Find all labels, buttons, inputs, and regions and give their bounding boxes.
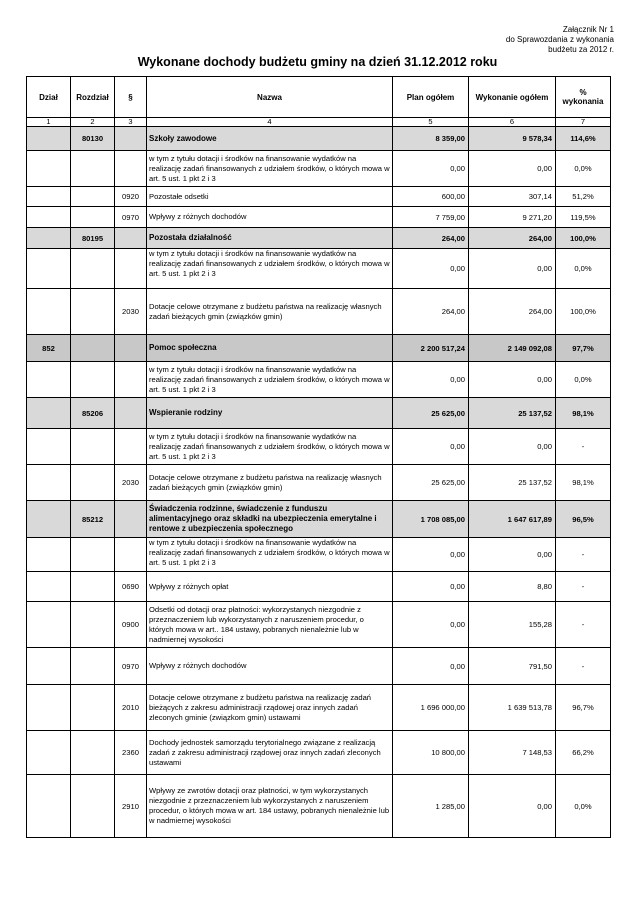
- cell-procent: 0,0%: [556, 151, 611, 187]
- cell-rozdzial: [71, 648, 115, 685]
- cell-paragraf: 2360: [115, 731, 147, 775]
- cell-paragraf: 0970: [115, 648, 147, 685]
- cell-dzial: [27, 648, 71, 685]
- cell-rozdzial: [71, 187, 115, 207]
- cell-wykonanie: 1 639 513,78: [469, 685, 556, 731]
- column-number: 4: [147, 118, 393, 127]
- header-nazwa: Nazwa: [147, 77, 393, 118]
- cell-nazwa: Dochody jednostek samorządu terytorialnego związane z realizacją zadań z zakresu administracji rządowej oraz innych zadań zleconych ustawami: [147, 731, 393, 775]
- table-row: [27, 228, 611, 249]
- cell-rozdzial: [71, 465, 115, 501]
- cell-wykonanie: 1 647 617,89: [469, 501, 556, 538]
- cell-rozdzial: [71, 429, 115, 465]
- cell-paragraf: [115, 335, 147, 362]
- cell-plan: 7 759,00: [393, 207, 469, 228]
- cell-paragraf: [115, 151, 147, 187]
- cell-rozdzial: 85212: [71, 501, 115, 538]
- cell-rozdzial: [71, 731, 115, 775]
- cell-plan: 25 625,00: [393, 398, 469, 429]
- table-row: [27, 207, 611, 228]
- cell-dzial: [27, 362, 71, 398]
- cell-nazwa: Pozostała działalność: [147, 228, 393, 249]
- table-row: [27, 398, 611, 429]
- cell-paragraf: [115, 127, 147, 151]
- cell-rozdzial: [71, 335, 115, 362]
- cell-procent: 96,7%: [556, 685, 611, 731]
- cell-wykonanie: 0,00: [469, 249, 556, 289]
- cell-plan: 0,00: [393, 602, 469, 648]
- cell-paragraf: [115, 398, 147, 429]
- cell-paragraf: 2910: [115, 775, 147, 838]
- cell-procent: 119,5%: [556, 207, 611, 228]
- cell-wykonanie: 0,00: [469, 775, 556, 838]
- cell-procent: 97,7%: [556, 335, 611, 362]
- cell-procent: 0,0%: [556, 362, 611, 398]
- cell-procent: 96,5%: [556, 501, 611, 538]
- cell-paragraf: [115, 501, 147, 538]
- cell-procent: 0,0%: [556, 249, 611, 289]
- cell-wykonanie: 791,50: [469, 648, 556, 685]
- cell-nazwa: Świadczenia rodzinne, świadczenie z funduszu alimentacyjnego oraz składki na ubezpieczenia emerytalne i rentowe z ubezpieczenia społecznego: [147, 501, 393, 538]
- table-row: [27, 151, 611, 187]
- cell-nazwa: Dotacje celowe otrzymane z budżetu państwa na realizację zadań bieżących z zakresu administracji rządowej oraz innych zadań zleconych gminie (związkom gmin) ustawami: [147, 685, 393, 731]
- cell-wykonanie: 0,00: [469, 151, 556, 187]
- cell-rozdzial: 80130: [71, 127, 115, 151]
- table-row: [27, 572, 611, 602]
- cell-wykonanie: 9 578,34: [469, 127, 556, 151]
- cell-nazwa: w tym z tytułu dotacji i środków na finansowanie wydatków na realizację zadań finansowanych z udziałem środków, o których mowa w art. 5 ust. 1 pkt 2 i 3: [147, 362, 393, 398]
- header-wykonanie: Wykonanie ogółem: [469, 77, 556, 118]
- page-title: Wykonane dochody budżetu gminy na dzień 31.12.2012 roku: [137, 55, 498, 69]
- cell-paragraf: [115, 249, 147, 289]
- cell-wykonanie: 2 149 092,08: [469, 335, 556, 362]
- cell-plan: 0,00: [393, 538, 469, 572]
- cell-plan: 8 359,00: [393, 127, 469, 151]
- cell-dzial: [27, 602, 71, 648]
- cell-plan: 264,00: [393, 228, 469, 249]
- column-number: 1: [27, 118, 71, 127]
- cell-wykonanie: 25 137,52: [469, 398, 556, 429]
- cell-paragraf: 2010: [115, 685, 147, 731]
- cell-paragraf: 0970: [115, 207, 147, 228]
- cell-wykonanie: 0,00: [469, 538, 556, 572]
- cell-wykonanie: 155,28: [469, 602, 556, 648]
- cell-dzial: [27, 685, 71, 731]
- cell-dzial: [27, 398, 71, 429]
- header-row: [27, 77, 611, 118]
- table-row: [27, 685, 611, 731]
- table-row: [27, 187, 611, 207]
- cell-rozdzial: 85206: [71, 398, 115, 429]
- cell-plan: 1 696 000,00: [393, 685, 469, 731]
- cell-procent: 100,0%: [556, 228, 611, 249]
- cell-dzial: [27, 465, 71, 501]
- cell-plan: 1 285,00: [393, 775, 469, 838]
- cell-paragraf: [115, 429, 147, 465]
- cell-procent: -: [556, 572, 611, 602]
- table-row: [27, 289, 611, 335]
- cell-paragraf: 2030: [115, 289, 147, 335]
- cell-nazwa: w tym z tytułu dotacji i środków na finansowanie wydatków na realizację zadań finansowanych z udziałem środków, o których mowa w art. 5 ust. 1 pkt 2 i 3: [147, 249, 393, 289]
- cell-nazwa: Odsetki od dotacji oraz płatności: wykorzystanych niezgodnie z przeznaczeniem lub wykorzystanych z naruszeniem procedur, o których mowa w art.. 184 ustawy, pobranych nienależnie lub w nadmiernej wysokości: [147, 602, 393, 648]
- table-row: [27, 602, 611, 648]
- cell-nazwa: Pomoc społeczna: [147, 335, 393, 362]
- cell-nazwa: Wpływy z różnych dochodów: [147, 648, 393, 685]
- cell-wykonanie: 0,00: [469, 429, 556, 465]
- cell-nazwa: w tym z tytułu dotacji i środków na finansowanie wydatków na realizację zadań finansowanych z udziałem środków, o których mowa w art. 5 ust. 1 pkt 2 i 3: [147, 538, 393, 572]
- table-row: [27, 249, 611, 289]
- cell-rozdzial: [71, 775, 115, 838]
- cell-dzial: [27, 228, 71, 249]
- cell-wykonanie: 9 271,20: [469, 207, 556, 228]
- cell-dzial: [27, 151, 71, 187]
- column-number-row: [27, 118, 611, 127]
- cell-dzial: [27, 249, 71, 289]
- cell-procent: 0,0%: [556, 775, 611, 838]
- revenue-table: [26, 76, 611, 838]
- table-row: [27, 127, 611, 151]
- column-number: 5: [393, 118, 469, 127]
- cell-plan: 10 800,00: [393, 731, 469, 775]
- cell-paragraf: [115, 362, 147, 398]
- cell-plan: 0,00: [393, 151, 469, 187]
- column-number: 7: [556, 118, 611, 127]
- cell-procent: 98,1%: [556, 465, 611, 501]
- table-row: [27, 501, 611, 538]
- cell-procent: 98,1%: [556, 398, 611, 429]
- cell-plan: 264,00: [393, 289, 469, 335]
- cell-dzial: [27, 775, 71, 838]
- cell-wykonanie: 264,00: [469, 289, 556, 335]
- cell-plan: 600,00: [393, 187, 469, 207]
- cell-rozdzial: [71, 685, 115, 731]
- cell-nazwa: Dotacje celowe otrzymane z budżetu państwa na realizację własnych zadań bieżących gmin (związków gmin): [147, 465, 393, 501]
- cell-dzial: [27, 289, 71, 335]
- cell-procent: 114,6%: [556, 127, 611, 151]
- cell-dzial: [27, 187, 71, 207]
- table-row: [27, 335, 611, 362]
- cell-dzial: [27, 538, 71, 572]
- cell-plan: 0,00: [393, 648, 469, 685]
- cell-procent: -: [556, 538, 611, 572]
- cell-rozdzial: [71, 289, 115, 335]
- cell-rozdzial: [71, 602, 115, 648]
- cell-dzial: [27, 429, 71, 465]
- cell-nazwa: Dotacje celowe otrzymane z budżetu państwa na realizację własnych zadań bieżących gmin (związków gmin): [147, 289, 393, 335]
- cell-procent: 51,2%: [556, 187, 611, 207]
- cell-paragraf: 2030: [115, 465, 147, 501]
- cell-rozdzial: [71, 207, 115, 228]
- cell-rozdzial: [71, 151, 115, 187]
- cell-plan: 0,00: [393, 429, 469, 465]
- header-rozdzial: Rozdział: [71, 77, 115, 118]
- cell-procent: -: [556, 602, 611, 648]
- table-row: [27, 538, 611, 572]
- table-row: [27, 731, 611, 775]
- column-number: 2: [71, 118, 115, 127]
- cell-paragraf: [115, 228, 147, 249]
- header-dzial: Dział: [27, 77, 71, 118]
- annex-line-2: do Sprawozdania z wykonania: [505, 35, 614, 44]
- cell-rozdzial: [71, 538, 115, 572]
- table-row: [27, 429, 611, 465]
- cell-plan: 25 625,00: [393, 465, 469, 501]
- cell-plan: 1 708 085,00: [393, 501, 469, 538]
- cell-nazwa: Wpływy z różnych opłat: [147, 572, 393, 602]
- cell-procent: 66,2%: [556, 731, 611, 775]
- table-row: [27, 362, 611, 398]
- cell-dzial: [27, 731, 71, 775]
- cell-plan: 2 200 517,24: [393, 335, 469, 362]
- column-number: 6: [469, 118, 556, 127]
- cell-nazwa: Szkoły zawodowe: [147, 127, 393, 151]
- cell-paragraf: 0900: [115, 602, 147, 648]
- cell-nazwa: Wpływy ze zwrotów dotacji oraz płatności, w tym wykorzystanych niezgodnie z przeznaczeniem lub wykorzystanych z naruszeniem procedur, o których mowa w art. 184 ustawy, pobranych nienależnie lub w nadmiernej wysokości: [147, 775, 393, 838]
- cell-wykonanie: 7 148,53: [469, 731, 556, 775]
- cell-wykonanie: 307,14: [469, 187, 556, 207]
- cell-dzial: [27, 501, 71, 538]
- cell-plan: 0,00: [393, 249, 469, 289]
- cell-wykonanie: 25 137,52: [469, 465, 556, 501]
- cell-dzial: [27, 572, 71, 602]
- cell-dzial: 852: [27, 335, 71, 362]
- cell-rozdzial: 80195: [71, 228, 115, 249]
- cell-nazwa: w tym z tytułu dotacji i środków na finansowanie wydatków na realizację zadań finansowanych z udziałem środków, o których mowa w art. 5 ust. 1 pkt 2 i 3: [147, 151, 393, 187]
- cell-nazwa: Pozostałe odsetki: [147, 187, 393, 207]
- cell-dzial: [27, 207, 71, 228]
- cell-rozdzial: [71, 572, 115, 602]
- header-procent: % wykonania: [556, 77, 611, 118]
- annex-line-1: Załącznik Nr 1: [562, 25, 614, 34]
- annex-line-3: budżetu za 2012 r.: [548, 45, 614, 54]
- cell-nazwa: Wpływy z różnych dochodów: [147, 207, 393, 228]
- table-row: [27, 648, 611, 685]
- cell-plan: 0,00: [393, 362, 469, 398]
- cell-nazwa: Wspieranie rodziny: [147, 398, 393, 429]
- cell-paragraf: 0690: [115, 572, 147, 602]
- cell-nazwa: w tym z tytułu dotacji i środków na finansowanie wydatków na realizację zadań finansowanych z udziałem środków, o których mowa w art. 5 ust. 1 pkt 2 i 3: [147, 429, 393, 465]
- header-paragraf: §: [115, 77, 147, 118]
- cell-wykonanie: 8,80: [469, 572, 556, 602]
- cell-paragraf: [115, 538, 147, 572]
- cell-rozdzial: [71, 249, 115, 289]
- cell-wykonanie: 0,00: [469, 362, 556, 398]
- column-number: 3: [115, 118, 147, 127]
- annex-note: [506, 25, 614, 55]
- header-plan: Plan ogółem: [393, 77, 469, 118]
- cell-procent: -: [556, 429, 611, 465]
- cell-procent: 100,0%: [556, 289, 611, 335]
- cell-wykonanie: 264,00: [469, 228, 556, 249]
- cell-procent: -: [556, 648, 611, 685]
- cell-plan: 0,00: [393, 572, 469, 602]
- cell-dzial: [27, 127, 71, 151]
- table-row: [27, 775, 611, 838]
- cell-paragraf: 0920: [115, 187, 147, 207]
- table-row: [27, 465, 611, 501]
- cell-rozdzial: [71, 362, 115, 398]
